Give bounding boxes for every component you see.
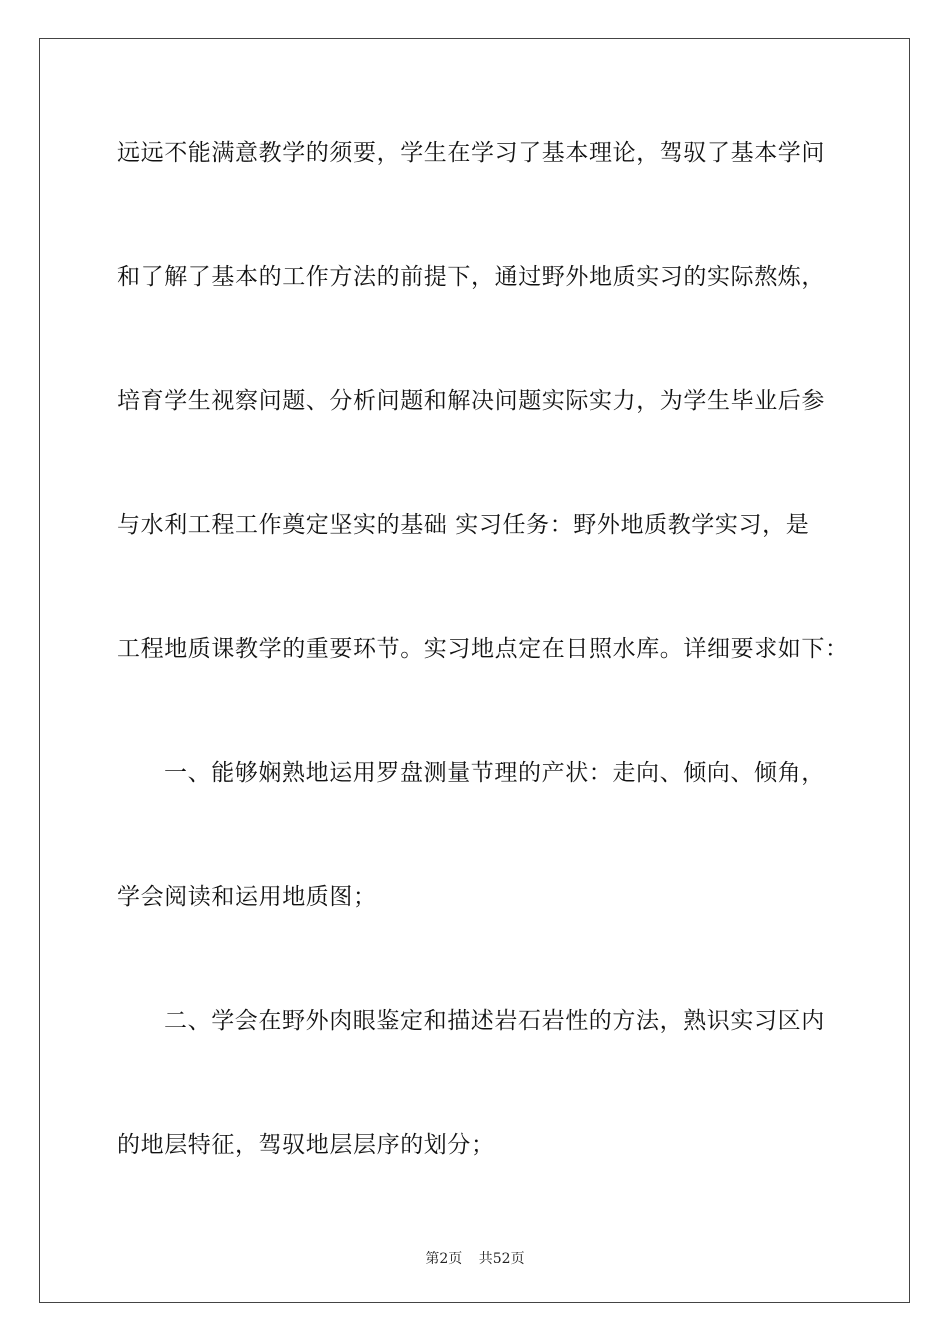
page-total: 共52页 (478, 1251, 525, 1267)
body-line-5: 工程地质课教学的重要环节。实习地点定在日照水库。详细要求如下： (117, 636, 849, 662)
body-line-7: 学会阅读和运用地质图； (117, 884, 377, 910)
page-number: 第2页 (425, 1251, 463, 1267)
body-line-1: 远远不能满意教学的须要，学生在学习了基本理论，驾驭了基本学问 (117, 140, 825, 166)
body-line-4: 与水利工程工作奠定坚实的基础 实习任务：野外地质教学实习，是 (117, 512, 810, 538)
body-line-8: 二、学会在野外肉眼鉴定和描述岩石岩性的方法，熟识实习区内 (164, 1008, 825, 1034)
page-footer (0, 1248, 950, 1268)
body-line-3: 培育学生视察问题、分析问题和解决问题实际实力，为学生毕业后参 (117, 388, 825, 414)
page-border (39, 38, 910, 1303)
body-line-6: 一、能够娴熟地运用罗盘测量节理的产状：走向、倾向、倾角， (164, 760, 825, 786)
body-line-2: 和了解了基本的工作方法的前提下，通过野外地质实习的实际熬炼， (117, 264, 825, 290)
body-line-9: 的地层特征，驾驭地层层序的划分； (117, 1132, 495, 1158)
